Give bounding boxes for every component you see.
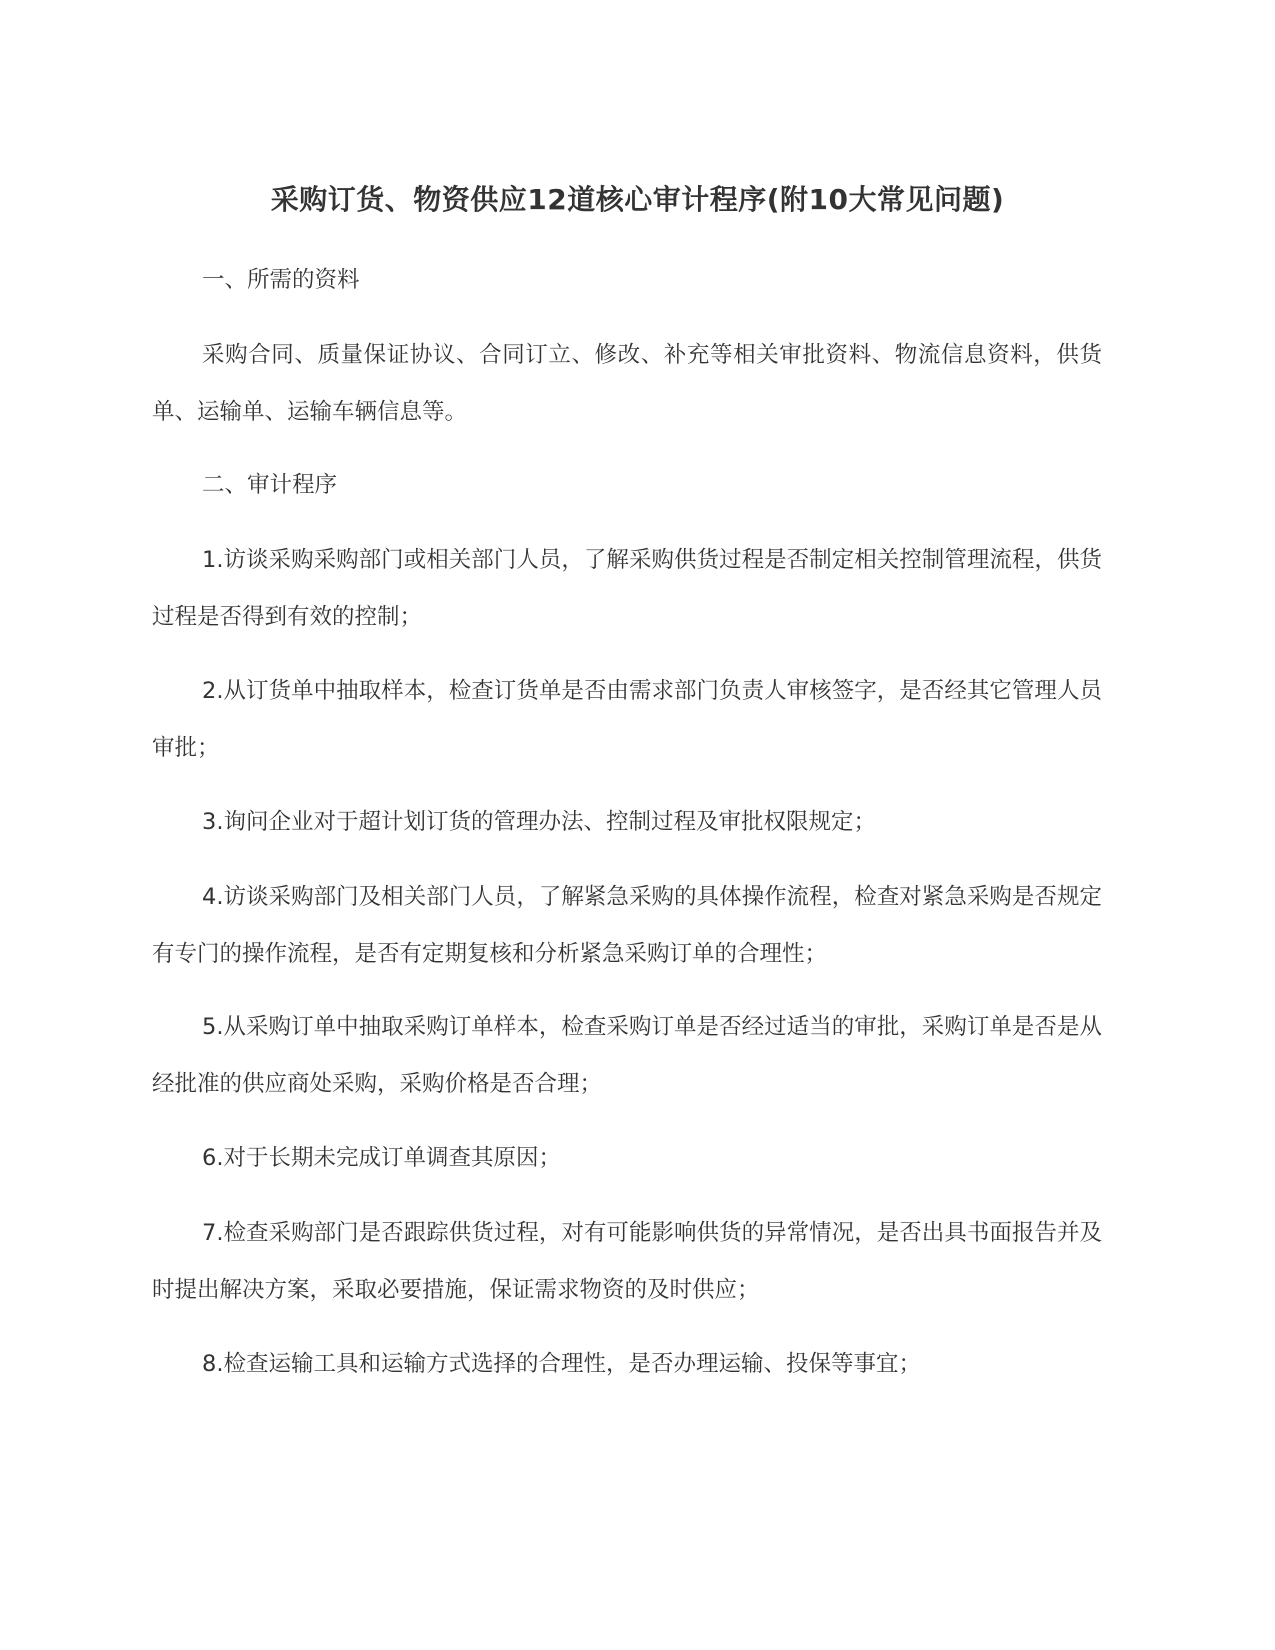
- section-heading-materials: 一、所需的资料: [202, 267, 360, 293]
- procedure-item-2: 2.从订货单中抽取样本，检查订货单是否由需求部门负责人审核签字，是否经其它管理人员审批；: [152, 678, 1102, 761]
- procedure-item-8: 8.检查运输工具和运输方式选择的合理性，是否办理运输、投保等事宜；: [202, 1351, 921, 1377]
- paragraph-materials: 采购合同、质量保证协议、合同订立、修改、补充等相关审批资料、物流信息资料，供货单、运输单、运输车辆信息等。: [152, 342, 1102, 425]
- procedure-item-4: 4.访谈采购部门及相关部门人员，了解紧急采购的具体操作流程，检查对紧急采购是否规定有专门的操作流程，是否有定期复核和分析紧急采购订单的合理性；: [152, 884, 1102, 967]
- procedure-item-3: 3.询问企业对于超计划订货的管理办法、控制过程及审批权限规定；: [202, 809, 876, 835]
- procedure-item-1: 1.访谈采购采购部门或相关部门人员，了解采购供货过程是否制定相关控制管理流程，供货过程是否得到有效的控制；: [152, 547, 1102, 630]
- procedure-item-7: 7.检查采购部门是否跟踪供货过程，对有可能影响供货的异常情况，是否出具书面报告并及时提出解决方案，采取必要措施，保证需求物资的及时供应；: [152, 1220, 1102, 1303]
- section-heading-procedures: 二、审计程序: [202, 472, 338, 498]
- document-title: 采购订货、物资供应12道核心审计程序(附10大常见问题): [270, 183, 1005, 216]
- procedure-item-6: 6.对于长期未完成订单调查其原因；: [202, 1145, 561, 1171]
- procedure-item-5: 5.从采购订单中抽取采购订单样本，检查采购订单是否经过适当的审批，采购订单是否是从经批准的供应商处采购，采购价格是否合理；: [152, 1014, 1102, 1097]
